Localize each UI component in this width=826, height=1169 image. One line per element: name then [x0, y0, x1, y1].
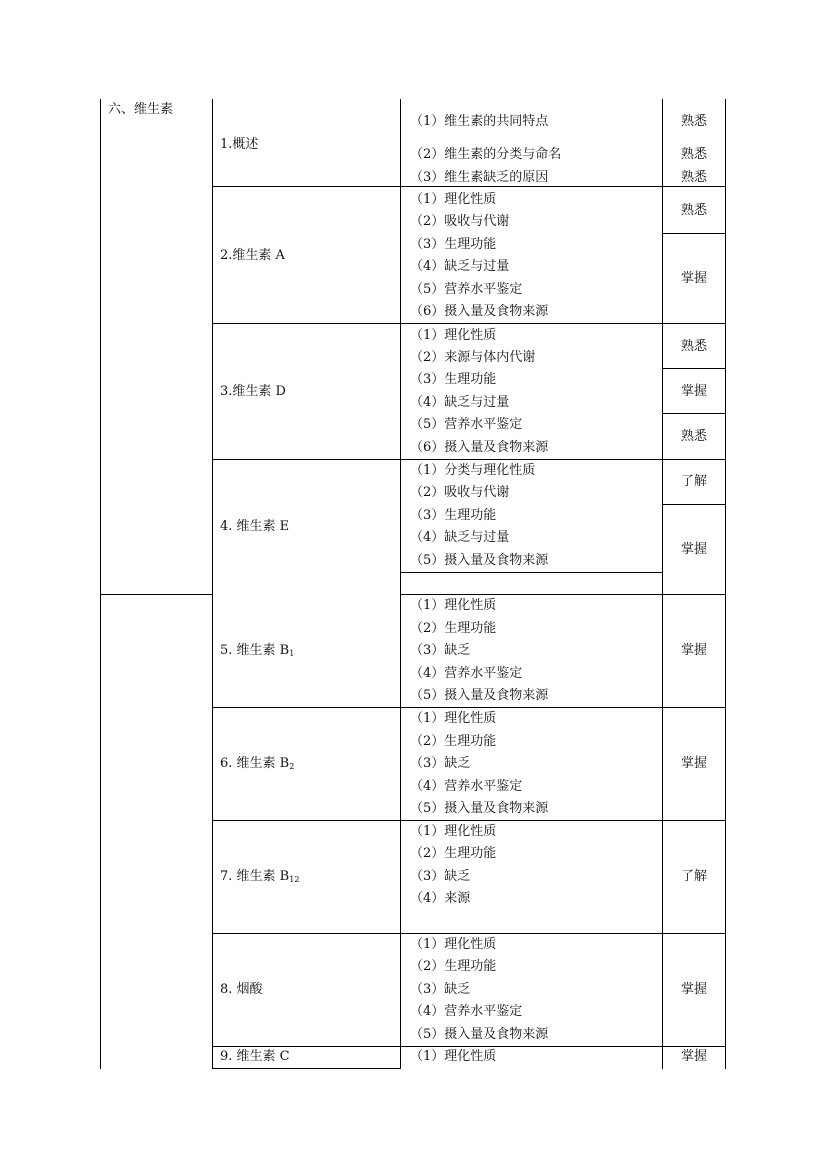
- item-text: （5）摄入量及食物来源: [410, 1027, 549, 1042]
- topic-subscript: 2: [289, 762, 295, 771]
- row-line: [400, 594, 726, 595]
- col-line-topic: [212, 99, 213, 1069]
- item-text: （3）生理功能: [410, 508, 497, 523]
- level-cell: 掌握: [680, 271, 707, 286]
- item-text: （5）摄入量及食物来源: [410, 553, 549, 568]
- item-text: （2）来源与体内代谢: [410, 350, 536, 365]
- item-text: （4）缺乏与过量: [410, 259, 510, 274]
- item-text: （2）生理功能: [410, 734, 497, 749]
- item-text: （1）理化性质: [410, 1049, 497, 1064]
- level-cell: 熟悉: [680, 429, 707, 444]
- item-text: （2）吸收与代谢: [410, 214, 510, 229]
- item-text: （4）来源: [410, 891, 471, 906]
- topic-cell: [220, 869, 299, 888]
- item-text: （1）理化性质: [410, 824, 497, 839]
- level-cell: 掌握: [680, 756, 707, 771]
- item-text: （5）摄入量及食物来源: [410, 801, 549, 816]
- level-cell: 掌握: [680, 643, 707, 658]
- item-text: （3）缺乏: [410, 756, 471, 771]
- item-text: （1）理化性质: [410, 937, 497, 952]
- item-text: （3）生理功能: [410, 372, 497, 387]
- item-text: （2）吸收与代谢: [410, 485, 510, 500]
- item-text: （3）缺乏: [410, 982, 471, 997]
- item-text: （3）缺乏: [410, 643, 471, 658]
- topic-text: 6. 维生素 B: [220, 756, 290, 771]
- row-line: [212, 1046, 726, 1047]
- item-text: （4）缺乏与过量: [410, 530, 510, 545]
- row-line: [212, 323, 726, 324]
- topic-cell: [220, 643, 294, 662]
- level-cell: 熟悉: [680, 203, 707, 218]
- topic-cell: 9. 维生素 C: [220, 1049, 290, 1064]
- item-text: （1）维生素的共同特点: [410, 114, 549, 129]
- topic-subscript: 1: [289, 649, 295, 658]
- topic-cell: [220, 756, 294, 775]
- level-cell: 掌握: [680, 982, 707, 997]
- row-line: [212, 933, 726, 934]
- row-line: [212, 707, 726, 708]
- item-text: （2）生理功能: [410, 959, 497, 974]
- level-line: [662, 413, 726, 414]
- item-text: （4）缺乏与过量: [410, 395, 510, 410]
- item-text: （5）摄入量及食物来源: [410, 688, 549, 703]
- row-line: [212, 459, 726, 460]
- level-cell: 了解: [680, 474, 707, 489]
- col-line-right: [725, 99, 726, 1069]
- item-text: （1）理化性质: [410, 711, 497, 726]
- item-text: （5）营养水平鉴定: [410, 417, 523, 432]
- level-cell: 熟悉: [680, 147, 707, 162]
- item-text: （4）营养水平鉴定: [410, 1004, 523, 1019]
- topic-cell: 1.概述: [220, 137, 259, 152]
- item-text: （1）理化性质: [410, 598, 497, 613]
- level-line: [662, 504, 726, 505]
- item-text: （3）缺乏: [410, 869, 471, 884]
- topic-cell: 4. 维生素 E: [220, 519, 290, 534]
- item-text: （1）理化性质: [410, 328, 497, 343]
- level-line: [662, 368, 726, 369]
- item-text: （3）生理功能: [410, 237, 497, 252]
- item-text: （2）生理功能: [410, 846, 497, 861]
- section-title: 六、维生素: [108, 102, 174, 117]
- item-text: （1）理化性质: [410, 192, 497, 207]
- row-line: [400, 572, 663, 573]
- row-line: [212, 186, 726, 187]
- level-cell: 熟悉: [680, 170, 707, 185]
- item-text: （2）维生素的分类与命名: [410, 147, 562, 162]
- item-text: （4）营养水平鉴定: [410, 666, 523, 681]
- item-text: （6）摄入量及食物来源: [410, 304, 549, 319]
- item-text: （3）维生素缺乏的原因: [410, 170, 549, 185]
- level-cell: 熟悉: [680, 339, 707, 354]
- row-line: [100, 594, 213, 595]
- level-cell: 了解: [680, 869, 707, 884]
- row-line: [212, 820, 726, 821]
- item-text: （5）营养水平鉴定: [410, 282, 523, 297]
- col-line-level: [662, 99, 663, 1069]
- level-cell: 掌握: [680, 542, 707, 557]
- row-line: [212, 1068, 401, 1069]
- level-line: [662, 233, 726, 234]
- item-text: （4）营养水平鉴定: [410, 779, 523, 794]
- topic-cell: 2.维生素 A: [220, 248, 285, 263]
- item-text: （1）分类与理化性质: [410, 463, 536, 478]
- item-text: （2）生理功能: [410, 621, 497, 636]
- col-line-items: [400, 99, 401, 1069]
- topic-text: 5. 维生素 B: [220, 643, 290, 658]
- level-cell: 熟悉: [680, 114, 707, 129]
- topic-text: 7. 维生素 B: [220, 869, 290, 884]
- topic-cell: 3.维生素 D: [220, 384, 286, 399]
- item-text: （6）摄入量及食物来源: [410, 440, 549, 455]
- topic-subscript: 12: [289, 875, 300, 884]
- level-cell: 掌握: [680, 1049, 707, 1064]
- topic-cell: 8. 烟酸: [220, 982, 263, 997]
- level-cell: 掌握: [680, 384, 707, 399]
- col-line-left: [100, 99, 101, 1069]
